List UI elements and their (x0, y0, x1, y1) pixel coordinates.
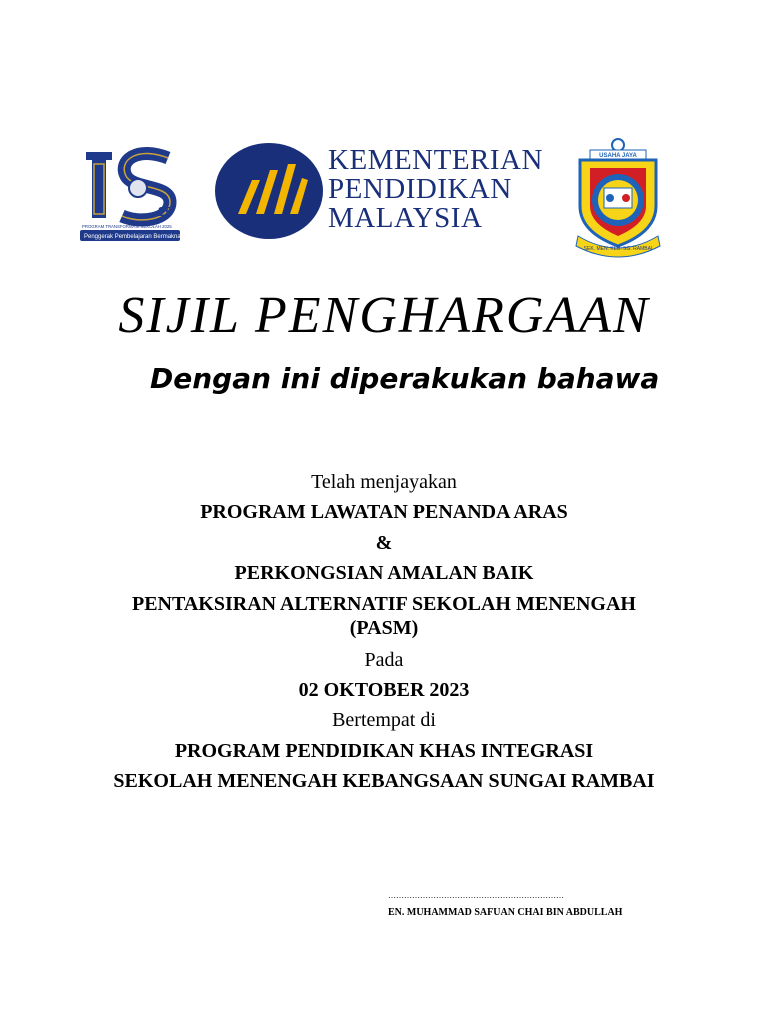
kpm-line-3: MALAYSIA (328, 202, 483, 234)
school-motto: USAHA JAYA (599, 153, 637, 159)
signatory-name: EN. MUHAMMAD SAFUAN CHAI BIN ABDULLAH (388, 907, 623, 918)
kpm-line-2: PENDIDIKAN (328, 173, 512, 205)
event-date: 02 OKTOBER 2023 (298, 679, 470, 701)
ts25-number: 25 (158, 204, 173, 219)
venue-line-2: SEKOLAH MENENGAH KEBANGSAAN SUNGAI RAMBAI (113, 770, 655, 792)
venue-label: Bertempat di (332, 709, 436, 731)
kpm-logo (214, 140, 559, 242)
kpm-emblem-icon (214, 140, 324, 242)
venue-line-1: PROGRAM PENDIDIKAN KHAS INTEGRASI (174, 740, 594, 762)
program-line-4: (PASM) (349, 617, 419, 639)
program-line-2: PERKONGSIAN AMALAN BAIK (234, 562, 534, 584)
school-banner: SEK. MEN. KEB. SG. RAMBAI (583, 246, 653, 252)
kpm-line-1: KEMENTERIAN (328, 144, 543, 176)
ts25-logo (78, 140, 182, 244)
signature-line: ………………………………………………………… (388, 891, 564, 900)
program-line-1: PROGRAM LAWATAN PENANDA ARAS (200, 501, 568, 523)
intro-line: Telah menjayakan (311, 471, 457, 493)
ampersand: & (375, 532, 393, 554)
date-label: Pada (364, 649, 404, 671)
ts25-caption-line1: PROGRAM TRANSFORMASI SEKOLAH 2025 (82, 224, 172, 229)
certificate-title: SIJIL PENGHARGAAN (118, 287, 650, 344)
ts25-caption-line2: Penggerak Pembelajaran Bermakna (84, 234, 181, 240)
certificate-subtitle: Dengan ini diperakukan bahawa (150, 362, 660, 395)
school-crest-logo (570, 136, 666, 258)
program-line-3: PENTAKSIRAN ALTERNATIF SEKOLAH MENENGAH (132, 593, 636, 615)
